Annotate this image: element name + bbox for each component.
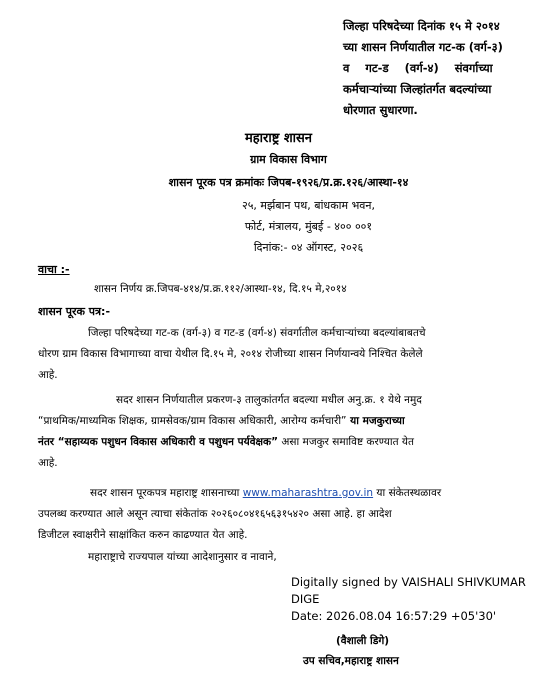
paragraph-1 [38,323,538,386]
read-label: वाचा :- [38,263,70,276]
supplement-label: शासन पूरक पत्र:- [38,305,111,318]
department-heading: ग्राम विकास विभाग [250,153,327,166]
governor-order-line: महाराष्ट्राचे राज्यपाल यांच्या आदेशानुसार व नावाने, [88,551,277,563]
signature-line: DIGE [291,592,320,606]
bold-text: नंतर “सहाय्यक पशुधन विकास अधिकारी व पशुधन पर्यवेक्षक” [38,436,279,448]
plain-text: असा मजकुर समाविष्ट करण्यात येत [278,436,414,448]
plain-text: सदर शासन पूरकपत्र महाराष्ट्र शासनाच्या [90,487,243,499]
bold-text: या मजकुराच्या [346,415,405,427]
digital-signature [291,574,526,625]
subject-line: धोरणात सुधारणा. [343,103,418,117]
signature-line: Date: 2026.08.04 16:57:29 +05'30' [291,609,497,623]
subject-line: व गट-ड (वर्ग-४) संवर्गाच्या [343,61,493,75]
paragraph-line: डिजीटल स्वाक्षरीने साक्षांकित करुन काढण्यात येत आहे. [38,529,248,541]
signatory-title: उप सचिव,महाराष्ट्र शासन [303,655,399,667]
paragraph-line [38,483,538,504]
paragraph-2 [38,390,538,474]
read-reference: शासन निर्णय क्र.जिपब-४१४/प्र.क्र.११२/आस्था-१४, दि.१५ मे,२०१४ [94,283,347,295]
signature-line: Digitally signed by VAISHALI SHIVKUMAR [291,575,526,589]
paragraph-line: आहे. [38,457,58,469]
quoted-text: “प्राथमिक/माध्यमिक शिक्षक, ग्रामसेवक/ग्राम विकास अधिकारी, आरोग्य कर्मचारी” [38,415,347,427]
paragraph-line: उपलब्ध करण्यात आले असून त्याचा संकेतांक २०२६०८०४१६५६३१५४२० असा आहे. हा आदेश [38,508,392,520]
gr-number: शासन पूरक पत्र क्रमांकः जिपब-१९२६/प्र.क्र.१२६/आस्था-१४ [168,176,409,189]
paragraph-line [38,411,538,432]
issue-date: दिनांक:- ०४ ऑगस्ट, २०२६ [253,241,364,254]
subject-line: च्या शासन निर्णयातील गट-क (वर्ग-३) [343,40,503,54]
website-link[interactable]: www.maharashtra.gov.in [242,487,374,499]
paragraph-3 [38,483,538,546]
address-line-1: २५, मर्झबान पथ, बांधकाम भवन, [241,199,376,212]
paragraph-line: जिल्हा परिषदेच्या गट-क (वर्ग-३) व गट-ड (वर्ग-४) संवर्गातील कर्मचाऱ्यांच्या बदल्यांबाबतचे [88,327,426,339]
subject-line: कर्मचाऱ्यांच्या जिल्हांतर्गत बदल्यांच्या [343,82,492,96]
paragraph-line: सदर शासन निर्णयातील प्रकरण-३ तालुकांतर्गत बदल्या मधील अनु.क्र. १ येथे नमुद [116,394,422,406]
signatory-name: (वैशाली डिगे) [336,635,390,647]
plain-text: या संकेतस्थळावर [373,487,442,499]
address-line-2: फोर्ट, मंत्रालय, मुंबई - ४०० ००१ [244,220,373,233]
subject-block [343,16,548,121]
paragraph-line: आहे. [38,369,58,381]
paragraph-line [38,432,538,453]
subject-line: जिल्हा परिषदेच्या दिनांक १५ मे २०१४ [343,19,500,33]
government-heading: महाराष्ट्र शासन [244,131,313,146]
paragraph-line: धोरण ग्राम विकास विभागाच्या वाचा येथील दि.१५ मे, २०१४ रोजीच्या शासन निर्णयान्वये निश्चित केलेले [38,348,423,360]
